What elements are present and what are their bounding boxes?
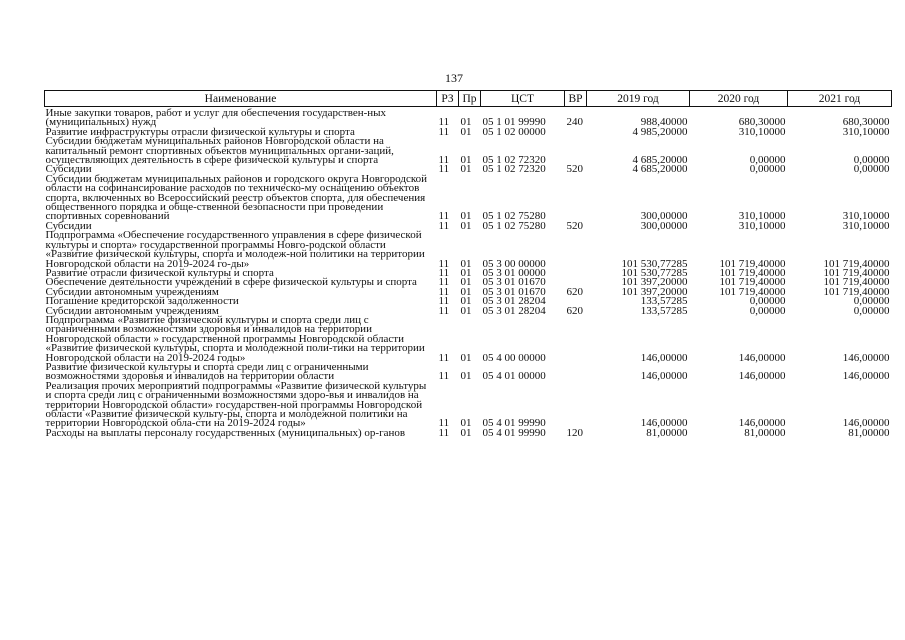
cell-rz: 11: [438, 125, 450, 138]
cell-rz: 11: [438, 351, 450, 364]
cell-pr: 01: [460, 370, 472, 383]
cell-rz: 11: [438, 266, 450, 279]
table-row: [45, 107, 892, 128]
cell-2021: 101 719,40000: [823, 276, 890, 289]
cell-cst: 05 4 01 00000: [482, 370, 546, 383]
cell-2021: 680,30000: [842, 116, 890, 129]
header-2019: 2019 год: [587, 91, 690, 107]
cell-2019: 4 685,20000: [632, 163, 688, 176]
cell-vr: [565, 382, 587, 429]
cell-vr: [565, 175, 587, 222]
table-row: [45, 137, 892, 165]
cell-2020: 0,00000: [749, 163, 786, 176]
header-pr: Пр: [459, 91, 481, 107]
table-row: [45, 382, 892, 429]
header-name: Наименование: [45, 91, 437, 107]
cell-2020: 101 719,40000: [719, 276, 786, 289]
cell-rz: 11: [438, 370, 450, 383]
cell-2019: 133,57285: [640, 304, 688, 317]
cell-name: Субсидии: [45, 219, 92, 232]
cell-name: Расходы на выплаты персоналу государственных (муниципальных) ор-ганов: [45, 426, 406, 439]
cell-name: Развитие инфраструктуры отрасли физической культуры и спорта: [45, 125, 355, 138]
cell-vr: [565, 128, 587, 137]
cell-vr: [565, 231, 587, 269]
header-vr: ВР: [565, 91, 587, 107]
cell-pr: 01: [460, 125, 472, 138]
cell-pr: 01: [460, 304, 472, 317]
cell-pr: 01: [460, 295, 472, 308]
cell-2020: 0,00000: [749, 295, 786, 308]
cell-2019: 133,57285: [640, 295, 688, 308]
cell-rz: 11: [438, 304, 450, 317]
cell-2019: 300,00000: [640, 210, 688, 223]
cell-2019: 146,00000: [640, 370, 688, 383]
cell-2020: 310,10000: [738, 219, 786, 232]
cell-rz: 11: [438, 163, 450, 176]
cell-2021: 0,00000: [853, 295, 890, 308]
cell-2019: 81,00000: [646, 426, 688, 439]
header-cst: ЦСТ: [481, 91, 565, 107]
cell-vr: 620: [566, 304, 583, 317]
cell-cst: 05 1 02 75280: [482, 219, 546, 232]
cell-2020: 146,00000: [738, 351, 786, 364]
cell-vr: 520: [566, 163, 583, 176]
budget-table: [44, 90, 892, 438]
cell-name: Погашение кредиторской задолженности: [45, 295, 239, 308]
cell-2020: 146,00000: [738, 370, 786, 383]
cell-2019: 101 530,77285: [621, 266, 688, 279]
cell-2020: 680,30000: [738, 116, 786, 129]
cell-name: Субсидии автономным учреждениям: [45, 304, 219, 317]
cell-cst: 05 3 01 28204: [482, 295, 546, 308]
table-header-row: [45, 91, 892, 107]
cell-rz: 11: [438, 257, 450, 270]
cell-vr: [565, 269, 587, 278]
cell-pr: 01: [460, 276, 472, 289]
cell-vr: [565, 316, 587, 363]
cell-cst: 05 3 01 01670: [482, 285, 546, 298]
cell-name: Подпрограмма «Развитие физической культуры и спорта среди лиц с ограниченными возможностями здоровья и инвалидов на территории Новгородской области » государственной программы Новгородской области «Развитие физической культуры, спорта и молодежной поли-тики на территории Новгородской области на 2019-2024 годы»: [45, 313, 425, 364]
cell-2021: 146,00000: [842, 370, 890, 383]
cell-cst: 05 1 02 00000: [482, 125, 546, 138]
cell-2019: 300,00000: [640, 219, 688, 232]
cell-cst: 05 3 01 01670: [482, 276, 546, 289]
cell-cst: 05 4 01 99990: [482, 426, 546, 439]
cell-rz: 11: [438, 154, 450, 167]
cell-pr: 01: [460, 219, 472, 232]
cell-cst: 05 3 01 00000: [482, 266, 546, 279]
table-row: [45, 429, 892, 438]
cell-rz: 11: [438, 219, 450, 232]
table-row: [45, 175, 892, 222]
cell-rz: 11: [438, 285, 450, 298]
cell-2021: 101 719,40000: [823, 285, 890, 298]
cell-2020: 101 719,40000: [719, 257, 786, 270]
cell-2019: 146,00000: [640, 417, 688, 430]
cell-2021: 310,10000: [842, 219, 890, 232]
cell-2019: 146,00000: [640, 351, 688, 364]
cell-2020: 146,00000: [738, 417, 786, 430]
cell-name: Иные закупки товаров, работ и услуг для обеспечения государствен-ных (муниципальных) нужд: [45, 107, 387, 129]
cell-pr: 01: [460, 257, 472, 270]
cell-2021: 310,10000: [842, 125, 890, 138]
cell-vr: [565, 363, 587, 382]
cell-cst: 05 3 01 28204: [482, 304, 546, 317]
cell-2021: 146,00000: [842, 351, 890, 364]
table-row: [45, 363, 892, 382]
cell-rz: 11: [438, 426, 450, 439]
cell-2021: 0,00000: [853, 154, 890, 167]
cell-name: Подпрограмма «Обеспечение государственного управления в сфере физической культуры и спорта» государственной программы Новго-родской области «Развитие физической культуры, спорта и молодеж-ной политики на территории Новгородской области на 2019-2024 го-ды»: [45, 229, 425, 270]
header-2021: 2021 год: [788, 91, 892, 107]
cell-rz: 11: [438, 295, 450, 308]
cell-2020: 0,00000: [749, 154, 786, 167]
cell-2020: 101 719,40000: [719, 285, 786, 298]
cell-2021: 310,10000: [842, 210, 890, 223]
cell-pr: 01: [460, 210, 472, 223]
cell-cst: 05 1 01 99990: [482, 116, 546, 129]
cell-cst: 05 4 00 00000: [482, 351, 546, 364]
cell-vr: 240: [566, 116, 583, 129]
cell-vr: [565, 137, 587, 165]
cell-cst: 05 1 02 75280: [482, 210, 546, 223]
cell-2020: 0,00000: [749, 304, 786, 317]
cell-cst: 05 1 02 72320: [482, 154, 546, 167]
cell-name: Субсидии бюджетам муниципальных районов и городского округа Новгородской области на софинансирование расходов по техническо-му оснащению объектов спорта, включенных во Всероссийский реестр объектов спорта, для обеспечения общественного порядка и обще-ственной безопасности при проведении спортивных соревнований: [45, 172, 427, 223]
cell-pr: 01: [460, 154, 472, 167]
cell-2020: 81,00000: [744, 426, 786, 439]
cell-cst: 05 4 01 99990: [482, 417, 546, 430]
cell-name: Развитие отрасли физической культуры и спорта: [45, 266, 274, 279]
header-2020: 2020 год: [690, 91, 788, 107]
cell-2019: 4 985,20000: [632, 125, 688, 138]
header-rz: РЗ: [437, 91, 459, 107]
cell-pr: 01: [460, 266, 472, 279]
cell-2021: 101 719,40000: [823, 266, 890, 279]
cell-2021: 0,00000: [853, 304, 890, 317]
cell-2021: 101 719,40000: [823, 257, 890, 270]
cell-2021: 81,00000: [848, 426, 890, 439]
cell-cst: 05 3 00 00000: [482, 257, 546, 270]
cell-2019: 101 397,20000: [621, 285, 688, 298]
cell-rz: 11: [438, 276, 450, 289]
cell-2021: 0,00000: [853, 163, 890, 176]
cell-vr: 120: [566, 426, 583, 439]
table-row: [45, 231, 892, 269]
cell-name: Субсидии: [45, 163, 92, 176]
cell-rz: 11: [438, 417, 450, 430]
cell-name: Субсидии бюджетам муниципальных районов Новгородской области на капитальный ремонт спортивных объектов муниципальных органи-заций, осуществляющих деятельность в сфере физической культуры и спорта: [45, 135, 394, 167]
cell-name: Обеспечение деятельности учреждений в сфере физической культуры и спорта: [45, 276, 417, 289]
cell-name: Субсидии автономным учреждениям: [45, 285, 219, 298]
cell-2020: 310,10000: [738, 125, 786, 138]
cell-pr: 01: [460, 426, 472, 439]
cell-2019: 101 530,77285: [621, 257, 688, 270]
cell-name: Развитие физической культуры и спорта среди лиц с ограниченными возможностями здоровья и инвалидов на территории области: [45, 360, 369, 383]
cell-cst: 05 1 02 72320: [482, 163, 546, 176]
table-body: [45, 107, 892, 439]
cell-rz: 11: [438, 210, 450, 223]
cell-pr: 01: [460, 351, 472, 364]
cell-rz: 11: [438, 116, 450, 129]
cell-pr: 01: [460, 417, 472, 430]
cell-vr: 520: [566, 219, 583, 232]
cell-vr: 620: [566, 285, 583, 298]
table-row: [45, 316, 892, 363]
cell-2020: 310,10000: [738, 210, 786, 223]
cell-2021: 146,00000: [842, 417, 890, 430]
cell-pr: 01: [460, 163, 472, 176]
cell-2019: 4 685,20000: [632, 154, 688, 167]
cell-pr: 01: [460, 285, 472, 298]
cell-2020: 101 719,40000: [719, 266, 786, 279]
cell-name: Реализация прочих мероприятий подпрограммы «Развитие физической культуры и спорта среди лиц с ограниченными возможностями здоро-вья и инвалидов на территории Новгородской области» государствен-ной программы Новгородской области «Развитие физической культу-ры, спорта и молодежной политики на территории Новгородской обла-сти на 2019-2024 годы»: [45, 379, 427, 430]
cell-pr: 01: [460, 116, 472, 129]
cell-2019: 101 397,20000: [621, 276, 688, 289]
page-number: 137: [445, 71, 463, 85]
cell-2019: 988,40000: [640, 116, 688, 129]
